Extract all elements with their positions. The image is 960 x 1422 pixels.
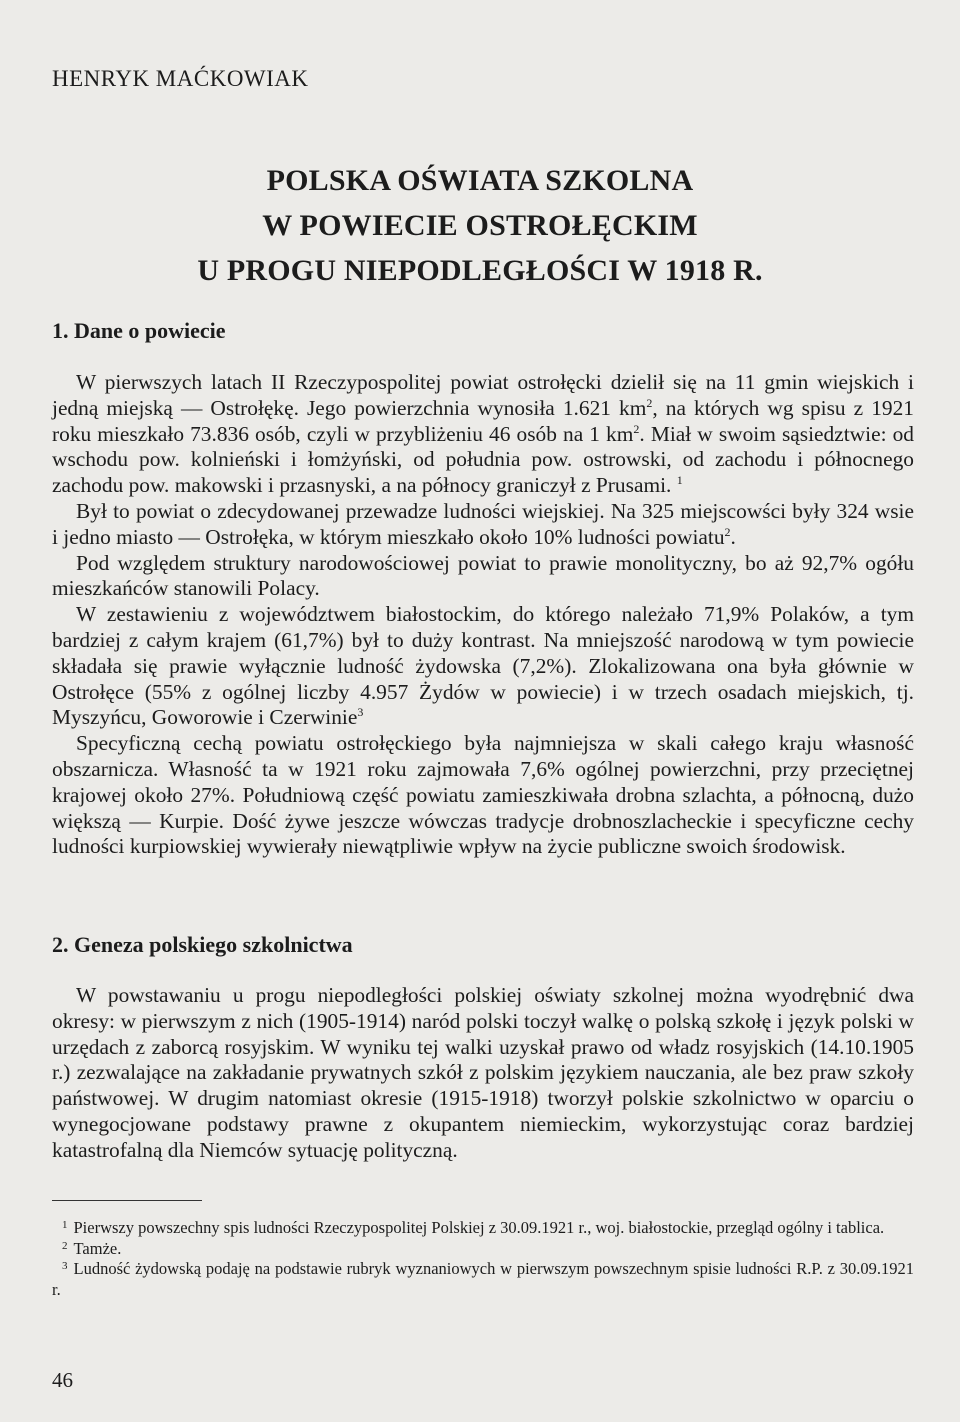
section-2-body <box>52 983 914 1164</box>
paragraph: W powstawaniu u progu niepodległości polskiej oświaty szkolnej można wyodrębnić dwa okresy: w pierwszym z nich (1905-1914) naród polski toczył walkę o polską szkołę i język polski w urzędach z zaborcą rosyjskim. W wyniku tej walki uzyskał prawo od władz rosyjskich (14.10.1905 r.) zezwalające na zakładanie prywatnych szkół z polskim językiem nauczania, ale bez praw szkoły państwowej. W drugim natomiast okresie (1915-1918) tworzył polskie szkolnictwo w oparciu o wynegocjowane podstawy prawne z okupantem niemieckim, wykorzystując coraz bardziej katastrofalną dla Niemców sytuację polityczną. <box>52 983 914 1162</box>
footnote-ref: 2 <box>724 524 731 539</box>
paragraph <box>52 602 914 731</box>
text-span: . Miał w swoim sąsiedztwie: od wschodu pow. kolnieński i łomżyński, od południa pow. ostrowski, od zachodu i północnego zachodu pow. makowski i przasnyski, a na północy graniczył z Prusami. <box>52 421 914 498</box>
paragraph <box>52 370 914 499</box>
title-line-1: POLSKA OŚWIATA SZKOLNA <box>266 164 694 197</box>
text-span: W pierwszych latach II Rzeczypospolitej powiat ostrołęcki dzielił się na 11 gmin wiejskich i jedną miejską — Ostrołękę. Jego powierzchnia wynosiła 1.621 km <box>52 370 914 420</box>
section-1-heading: 1. Dane o powiecie <box>52 318 226 343</box>
paragraph: Specyficzną cechą powiatu ostrołęckiego była najmniejsza w skali całego kraju własność obszarnicza. Własność ta w 1921 roku zajmowała 7,6% ogólnej powierzchni, przy przeciętnej krajowej około 27%. Południową część powiatu zamieszkiwała drobna szlachta, a północną, dużo większą — Kurpie. Dość żywe jeszcze wówczas tradycje drobnoszlacheckie i specyficzne cechy ludności kurpiowskiej wywierały niewątpliwie wpływ na życie publiczne swoich środowisk. <box>52 731 914 859</box>
paragraph <box>52 499 914 551</box>
footnote-ref: 1 <box>676 473 683 488</box>
author-name: HENRYK MAĆKOWIAK <box>52 66 309 91</box>
footnote-text: Tamże. <box>73 1238 122 1258</box>
text-span: . <box>730 524 736 549</box>
superscript: 2 <box>633 421 640 436</box>
page-number: 46 <box>52 1368 73 1392</box>
text-span: Był to powiat o zdecydowanej przewadze ludności wiejskiej. Na 325 miejscowści były 324 wsie i jedno miasto — Ostrołęka, w którym mieszkało około 10% ludności powiatu <box>52 498 914 549</box>
section-2-heading: 2. Geneza polskiego szkolnictwa <box>52 932 353 957</box>
footnotes <box>52 1218 914 1300</box>
text-span: , na których wg spisu z 1921 roku mieszkało 73.836 osób, czyli w przybliżeniu 46 osób na 1 km <box>52 395 914 446</box>
footnote-ref: 3 <box>357 705 364 720</box>
footnote-separator <box>52 1200 202 1201</box>
footnote <box>52 1259 914 1300</box>
section-1-body <box>52 370 914 860</box>
footnote <box>52 1239 914 1260</box>
superscript: 2 <box>646 395 653 410</box>
footnote-text: Pierwszy powszechny spis ludności Rzeczypospolitej Polskiej z 30.09.1921 r., woj. białostockie, przegląd ogólny i tablica. <box>73 1218 885 1237</box>
footnote-text: Ludność żydowską podaję na podstawie rubryk wyznaniowych w pierwszym powszechnym spisie ludności R.P. z 30.09.1921 r. <box>52 1259 914 1299</box>
footnote-number: 2 <box>62 1239 68 1252</box>
article-title <box>120 158 840 293</box>
title-line-3: U PROGU NIEPODLEGŁOŚCI W 1918 R. <box>197 254 763 287</box>
footnote-number: 1 <box>62 1219 68 1231</box>
paragraph: Pod względem struktury narodowościowej powiat to prawie monolityczny, bo aż 92,7% ogółu mieszkańców stanowili Polacy. <box>52 550 914 601</box>
footnote <box>52 1218 914 1239</box>
footnote-number: 3 <box>62 1260 68 1272</box>
title-line-2: W POWIECIE OSTROŁĘCKIM <box>262 209 698 242</box>
text-span: W zestawieniu z województwem białostockim, do którego należało 71,9% Polaków, a tym bardziej z całym krajem (61,7%) był to duży kontrast. Na mniejszość narodową w tym powiecie składała się prawie wyłącznie ludność żydowska (7,2%). Zlokalizowana ona była głównie w Ostrołęce (55% z ogólnej liczby 4.957 Żydów w powiecie) i w trzech osadach miejskich, tj. Myszyńcu, Goworowie i Czerwinie <box>52 602 914 730</box>
